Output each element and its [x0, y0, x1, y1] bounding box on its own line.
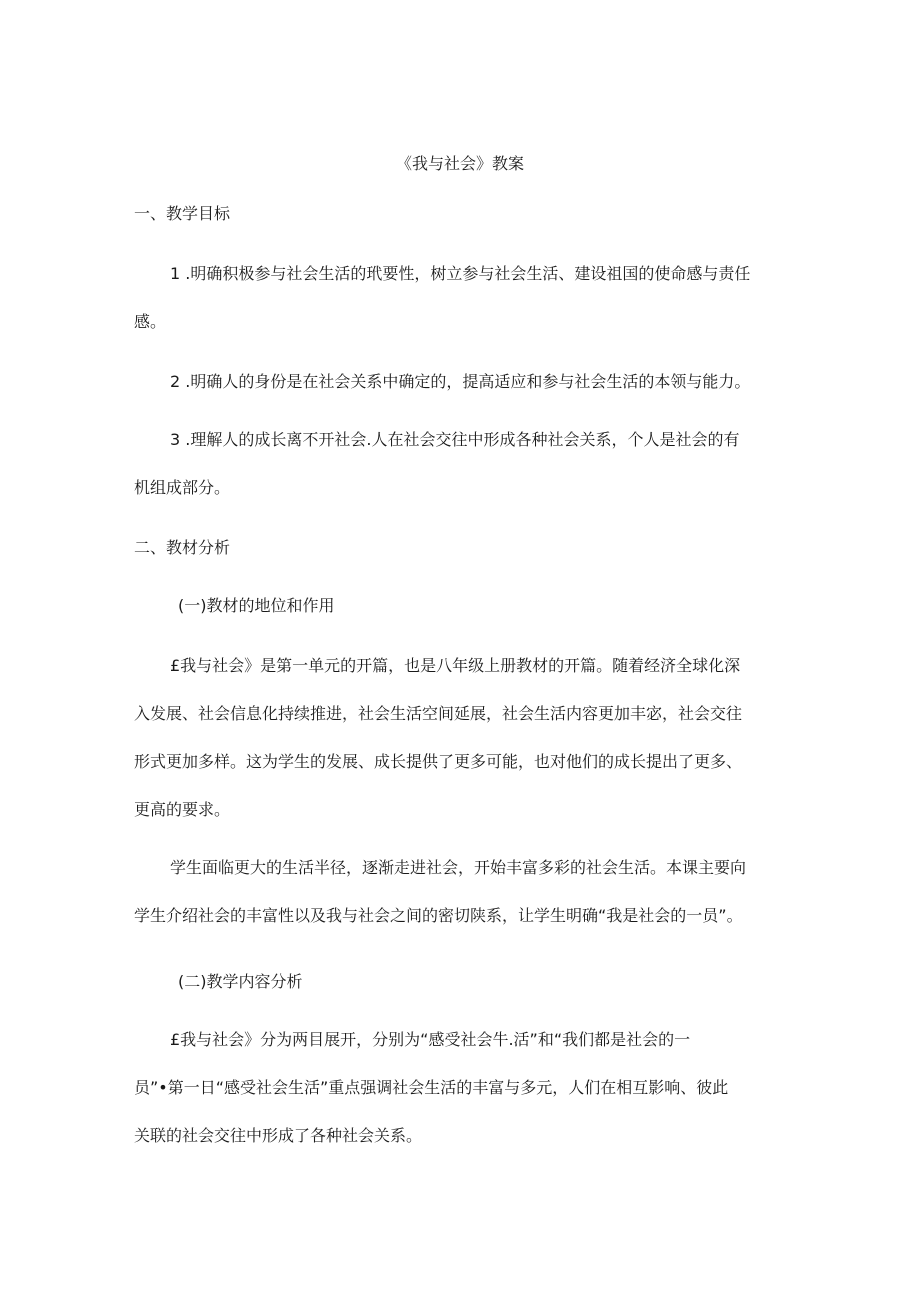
paragraph-line: 学生面临更大的生活半径，逐渐走进社会，开始丰富多彩的社会生活。本课主要向	[170, 858, 747, 877]
paragraph-line: 形式更加多样。这为学生的发展、成长提供了更多可能，也对他们的成长提出了更多、	[134, 752, 743, 771]
section-heading-material-analysis: 二、教材分析	[134, 538, 231, 557]
objective-3-line-2: 机组成部分。	[134, 478, 231, 497]
paragraph-line: £我与社会》分为两目展开，分别为“感受社会牛.活”和“我们都是社会的一	[170, 1030, 691, 1049]
section-heading-objectives: 一、教学目标	[134, 204, 231, 223]
paragraph-line: 关联的社会交往中形成了各种社会关系。	[134, 1126, 423, 1145]
paragraph-line: 员”•第一日“感受社会生活”重点强调社会生活的丰富与多元，人们在相互影响、彼此	[134, 1078, 729, 1097]
objective-1-line-2: 感。	[134, 312, 167, 331]
document-title: 《我与社会》教案	[395, 154, 524, 173]
paragraph-line: £我与社会》是第一单元的开篇，也是八年级上册教材的开篇。随着经济全球化深	[170, 656, 741, 675]
paragraph-line: 学生介绍社会的丰富性以及我与社会之间的密切陕系，让学生明确“我是社会的一员”。	[134, 906, 743, 925]
objective-3-line-1: 3 .理解人的成长离不开社会.人在社会交往中形成各种社会关系，个人是社会的有	[170, 430, 740, 449]
paragraph-line: 更高的要求。	[134, 800, 231, 819]
objective-2: 2 .明确人的身份是在社会关系中确定的，提高适应和参与社会生活的本领与能力。	[170, 372, 751, 391]
subsection-heading-content-analysis: (二)教学内容分析	[178, 972, 303, 991]
subsection-heading-position: (一)教材的地位和作用	[178, 596, 335, 615]
objective-1-line-1: 1 .明确积极参与社会生活的玳要性，树立参与社会生活、建设祖国的使命感与责任	[170, 264, 751, 283]
paragraph-line: 入发展、社会信息化持续推进，社会生活空间延展，社会生活内容更加丰宓，社会交往	[134, 704, 743, 723]
